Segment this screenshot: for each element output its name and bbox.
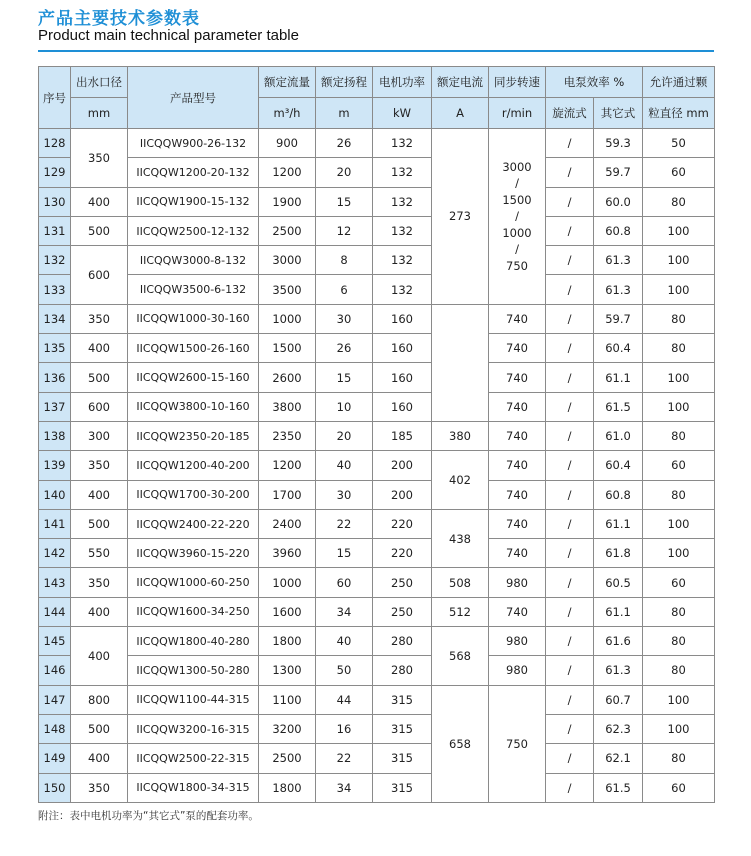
- seq-cell: 139: [39, 451, 71, 480]
- efficiency-swirl-cell: /: [546, 685, 594, 714]
- power-cell: 250: [373, 568, 432, 597]
- header-speed-unit: r/min: [489, 98, 546, 129]
- header-seq: 序号: [39, 67, 71, 129]
- table-row: [39, 568, 715, 597]
- efficiency-swirl-cell: /: [546, 568, 594, 597]
- grain-size-cell: 100: [643, 685, 715, 714]
- model-cell: IICQQW2600-15-160: [128, 363, 259, 392]
- flow-cell: 3200: [259, 714, 316, 743]
- table-row: [39, 363, 715, 392]
- flow-cell: 900: [259, 129, 316, 158]
- efficiency-other-cell: 59.7: [594, 304, 643, 333]
- head-cell: 60: [316, 568, 373, 597]
- power-cell: 200: [373, 451, 432, 480]
- efficiency-other-cell: 59.3: [594, 129, 643, 158]
- efficiency-swirl-cell: /: [546, 246, 594, 275]
- head-cell: 34: [316, 597, 373, 626]
- grain-size-cell: 100: [643, 246, 715, 275]
- outlet-cell: 350: [71, 568, 128, 597]
- flow-cell: 2400: [259, 509, 316, 538]
- grain-size-cell: 100: [643, 392, 715, 421]
- power-cell: 132: [373, 275, 432, 304]
- speed-cell: 740: [489, 509, 546, 538]
- outlet-cell: 800: [71, 685, 128, 714]
- efficiency-swirl-cell: /: [546, 158, 594, 187]
- speed-cell: 980: [489, 568, 546, 597]
- speed-cell: 750: [489, 685, 546, 802]
- power-cell: 185: [373, 421, 432, 450]
- header-outlet-unit: mm: [71, 98, 128, 129]
- efficiency-swirl-cell: /: [546, 275, 594, 304]
- head-cell: 22: [316, 744, 373, 773]
- efficiency-swirl-cell: /: [546, 539, 594, 568]
- flow-cell: 1200: [259, 158, 316, 187]
- parameter-table: [38, 66, 715, 803]
- efficiency-other-cell: 61.6: [594, 627, 643, 656]
- speed-cell: 740: [489, 304, 546, 333]
- flow-cell: 3500: [259, 275, 316, 304]
- model-cell: IICQQW1200-20-132: [128, 158, 259, 187]
- head-cell: 40: [316, 627, 373, 656]
- model-cell: IICQQW3200-16-315: [128, 714, 259, 743]
- head-cell: 44: [316, 685, 373, 714]
- head-cell: 8: [316, 246, 373, 275]
- flow-cell: 3800: [259, 392, 316, 421]
- model-cell: IICQQW1800-34-315: [128, 773, 259, 802]
- power-cell: 160: [373, 304, 432, 333]
- outlet-cell: 600: [71, 246, 128, 305]
- outlet-cell: 400: [71, 187, 128, 216]
- table-header: [39, 67, 715, 129]
- current-cell: [432, 304, 489, 421]
- speed-cell: 3000 / 1500 / 1000 / 750: [489, 129, 546, 305]
- outlet-cell: 400: [71, 480, 128, 509]
- table-row: [39, 744, 715, 773]
- seq-cell: 136: [39, 363, 71, 392]
- power-cell: 315: [373, 744, 432, 773]
- power-cell: 220: [373, 539, 432, 568]
- title-divider: [38, 50, 714, 52]
- seq-cell: 145: [39, 627, 71, 656]
- table-row: [39, 773, 715, 802]
- flow-cell: 2500: [259, 216, 316, 245]
- head-cell: 20: [316, 158, 373, 187]
- efficiency-swirl-cell: /: [546, 480, 594, 509]
- outlet-cell: 600: [71, 392, 128, 421]
- speed-cell: 740: [489, 421, 546, 450]
- model-cell: IICQQW1000-30-160: [128, 304, 259, 333]
- flow-cell: 1200: [259, 451, 316, 480]
- efficiency-swirl-cell: /: [546, 509, 594, 538]
- seq-cell: 132: [39, 246, 71, 275]
- efficiency-other-cell: 60.8: [594, 480, 643, 509]
- efficiency-swirl-cell: /: [546, 714, 594, 743]
- power-cell: 200: [373, 480, 432, 509]
- current-cell: 402: [432, 451, 489, 510]
- table-row: [39, 627, 715, 656]
- table-row: [39, 421, 715, 450]
- efficiency-swirl-cell: /: [546, 334, 594, 363]
- header-model: 产品型号: [128, 67, 259, 129]
- header-grain: 允许通过颗: [643, 67, 715, 98]
- model-cell: IICQQW3500-6-132: [128, 275, 259, 304]
- current-cell: 568: [432, 627, 489, 686]
- table-row: [39, 685, 715, 714]
- power-cell: 160: [373, 334, 432, 363]
- head-cell: 10: [316, 392, 373, 421]
- header-power: 电机功率: [373, 67, 432, 98]
- head-cell: 30: [316, 304, 373, 333]
- current-cell: 512: [432, 597, 489, 626]
- efficiency-other-cell: 61.3: [594, 246, 643, 275]
- outlet-cell: 550: [71, 539, 128, 568]
- power-cell: 280: [373, 627, 432, 656]
- table-row: [39, 451, 715, 480]
- head-cell: 15: [316, 539, 373, 568]
- flow-cell: 1000: [259, 304, 316, 333]
- header-current: 额定电流: [432, 67, 489, 98]
- efficiency-other-cell: 62.1: [594, 744, 643, 773]
- head-cell: 20: [316, 421, 373, 450]
- efficiency-other-cell: 61.5: [594, 773, 643, 802]
- speed-cell: 980: [489, 627, 546, 656]
- outlet-cell: 400: [71, 597, 128, 626]
- outlet-cell: 300: [71, 421, 128, 450]
- efficiency-other-cell: 60.5: [594, 568, 643, 597]
- efficiency-swirl-cell: /: [546, 744, 594, 773]
- grain-size-cell: 60: [643, 451, 715, 480]
- grain-size-cell: 100: [643, 509, 715, 538]
- efficiency-other-cell: 61.8: [594, 539, 643, 568]
- model-cell: IICQQW1300-50-280: [128, 656, 259, 685]
- table-row: [39, 656, 715, 685]
- head-cell: 30: [316, 480, 373, 509]
- efficiency-swirl-cell: /: [546, 421, 594, 450]
- table-row: [39, 714, 715, 743]
- flow-cell: 1300: [259, 656, 316, 685]
- outlet-cell: 350: [71, 451, 128, 480]
- outlet-cell: 350: [71, 773, 128, 802]
- flow-cell: 1700: [259, 480, 316, 509]
- head-cell: 15: [316, 363, 373, 392]
- outlet-cell: 400: [71, 334, 128, 363]
- seq-cell: 129: [39, 158, 71, 187]
- flow-cell: 1600: [259, 597, 316, 626]
- grain-size-cell: 80: [643, 480, 715, 509]
- seq-cell: 137: [39, 392, 71, 421]
- seq-cell: 149: [39, 744, 71, 773]
- grain-size-cell: 100: [643, 714, 715, 743]
- header-flow-unit: m³/h: [259, 98, 316, 129]
- speed-cell: 740: [489, 334, 546, 363]
- efficiency-other-cell: 60.8: [594, 216, 643, 245]
- power-cell: 250: [373, 597, 432, 626]
- table-row: [39, 275, 715, 304]
- flow-cell: 2350: [259, 421, 316, 450]
- efficiency-swirl-cell: /: [546, 451, 594, 480]
- power-cell: 132: [373, 187, 432, 216]
- flow-cell: 3960: [259, 539, 316, 568]
- flow-cell: 1800: [259, 773, 316, 802]
- power-cell: 315: [373, 773, 432, 802]
- seq-cell: 133: [39, 275, 71, 304]
- outlet-cell: 400: [71, 627, 128, 686]
- efficiency-other-cell: 61.0: [594, 421, 643, 450]
- current-cell: 508: [432, 568, 489, 597]
- efficiency-swirl-cell: /: [546, 597, 594, 626]
- model-cell: IICQQW3800-10-160: [128, 392, 259, 421]
- model-cell: IICQQW3960-15-220: [128, 539, 259, 568]
- outlet-cell: 350: [71, 129, 128, 188]
- head-cell: 12: [316, 216, 373, 245]
- current-cell: 380: [432, 421, 489, 450]
- grain-size-cell: 50: [643, 129, 715, 158]
- outlet-cell: 400: [71, 744, 128, 773]
- efficiency-other-cell: 61.5: [594, 392, 643, 421]
- seq-cell: 138: [39, 421, 71, 450]
- grain-size-cell: 80: [643, 334, 715, 363]
- grain-size-cell: 80: [643, 597, 715, 626]
- model-cell: IICQQW1900-15-132: [128, 187, 259, 216]
- power-cell: 160: [373, 363, 432, 392]
- head-cell: 40: [316, 451, 373, 480]
- current-cell: 273: [432, 129, 489, 305]
- speed-cell: 740: [489, 539, 546, 568]
- efficiency-other-cell: 62.3: [594, 714, 643, 743]
- table-row: [39, 304, 715, 333]
- head-cell: 26: [316, 334, 373, 363]
- table-row: [39, 158, 715, 187]
- head-cell: 15: [316, 187, 373, 216]
- header-grain-unit: 粒直径 mm: [643, 98, 715, 129]
- grain-size-cell: 80: [643, 627, 715, 656]
- head-cell: 26: [316, 129, 373, 158]
- efficiency-swirl-cell: /: [546, 129, 594, 158]
- outlet-cell: 500: [71, 363, 128, 392]
- grain-size-cell: 80: [643, 656, 715, 685]
- power-cell: 132: [373, 129, 432, 158]
- seq-cell: 144: [39, 597, 71, 626]
- header-eff-other: 其它式: [594, 98, 643, 129]
- grain-size-cell: 60: [643, 568, 715, 597]
- seq-cell: 134: [39, 304, 71, 333]
- flow-cell: 1500: [259, 334, 316, 363]
- grain-size-cell: 80: [643, 744, 715, 773]
- model-cell: IICQQW2500-12-132: [128, 216, 259, 245]
- power-cell: 315: [373, 714, 432, 743]
- outlet-cell: 500: [71, 509, 128, 538]
- model-cell: IICQQW1600-34-250: [128, 597, 259, 626]
- header-power-unit: kW: [373, 98, 432, 129]
- model-cell: IICQQW900-26-132: [128, 129, 259, 158]
- efficiency-other-cell: 60.4: [594, 451, 643, 480]
- power-cell: 132: [373, 216, 432, 245]
- table-row: [39, 187, 715, 216]
- table-row: [39, 509, 715, 538]
- footnote: 附注：表中电机功率为“其它式”泵的配套功率。: [38, 810, 259, 822]
- header-head-unit: m: [316, 98, 373, 129]
- seq-cell: 143: [39, 568, 71, 597]
- model-cell: IICQQW2350-20-185: [128, 421, 259, 450]
- power-cell: 220: [373, 509, 432, 538]
- speed-cell: 740: [489, 363, 546, 392]
- flow-cell: 2500: [259, 744, 316, 773]
- efficiency-swirl-cell: /: [546, 216, 594, 245]
- header-current-unit: A: [432, 98, 489, 129]
- power-cell: 315: [373, 685, 432, 714]
- head-cell: 34: [316, 773, 373, 802]
- outlet-cell: 500: [71, 216, 128, 245]
- efficiency-swirl-cell: /: [546, 627, 594, 656]
- efficiency-other-cell: 60.4: [594, 334, 643, 363]
- table-row: [39, 539, 715, 568]
- table-row: [39, 216, 715, 245]
- flow-cell: 2600: [259, 363, 316, 392]
- seq-cell: 150: [39, 773, 71, 802]
- seq-cell: 128: [39, 129, 71, 158]
- model-cell: IICQQW1700-30-200: [128, 480, 259, 509]
- outlet-cell: 350: [71, 304, 128, 333]
- efficiency-swirl-cell: /: [546, 773, 594, 802]
- table-row: [39, 392, 715, 421]
- efficiency-other-cell: 60.7: [594, 685, 643, 714]
- model-cell: IICQQW1800-40-280: [128, 627, 259, 656]
- efficiency-swirl-cell: /: [546, 656, 594, 685]
- table-row: [39, 334, 715, 363]
- outlet-cell: 500: [71, 714, 128, 743]
- speed-cell: 740: [489, 597, 546, 626]
- header-eff-swirl: 旋流式: [546, 98, 594, 129]
- speed-cell: 980: [489, 656, 546, 685]
- grain-size-cell: 100: [643, 275, 715, 304]
- seq-cell: 146: [39, 656, 71, 685]
- model-cell: IICQQW1200-40-200: [128, 451, 259, 480]
- table-row: [39, 129, 715, 158]
- seq-cell: 131: [39, 216, 71, 245]
- flow-cell: 1800: [259, 627, 316, 656]
- flow-cell: 1900: [259, 187, 316, 216]
- efficiency-swirl-cell: /: [546, 363, 594, 392]
- header-head: 额定扬程: [316, 67, 373, 98]
- efficiency-other-cell: 60.0: [594, 187, 643, 216]
- grain-size-cell: 100: [643, 216, 715, 245]
- model-cell: IICQQW1100-44-315: [128, 685, 259, 714]
- seq-cell: 140: [39, 480, 71, 509]
- grain-size-cell: 100: [643, 539, 715, 568]
- efficiency-other-cell: 61.3: [594, 275, 643, 304]
- model-cell: IICQQW1500-26-160: [128, 334, 259, 363]
- flow-cell: 1100: [259, 685, 316, 714]
- grain-size-cell: 80: [643, 421, 715, 450]
- grain-size-cell: 60: [643, 773, 715, 802]
- efficiency-swirl-cell: /: [546, 187, 594, 216]
- current-cell: 438: [432, 509, 489, 568]
- power-cell: 132: [373, 158, 432, 187]
- head-cell: 22: [316, 509, 373, 538]
- table-row: [39, 246, 715, 275]
- page-title-en: Product main technical parameter table: [38, 27, 299, 44]
- header-flow: 额定流量: [259, 67, 316, 98]
- flow-cell: 1000: [259, 568, 316, 597]
- model-cell: IICQQW2500-22-315: [128, 744, 259, 773]
- table-row: [39, 480, 715, 509]
- efficiency-other-cell: 61.1: [594, 363, 643, 392]
- grain-size-cell: 80: [643, 187, 715, 216]
- power-cell: 132: [373, 246, 432, 275]
- header-efficiency: 电泵效率 %: [546, 67, 643, 98]
- efficiency-other-cell: 61.1: [594, 509, 643, 538]
- current-cell: 658: [432, 685, 489, 802]
- model-cell: IICQQW3000-8-132: [128, 246, 259, 275]
- seq-cell: 148: [39, 714, 71, 743]
- header-speed: 同步转速: [489, 67, 546, 98]
- efficiency-other-cell: 59.7: [594, 158, 643, 187]
- seq-cell: 142: [39, 539, 71, 568]
- page-title-cn: 产品主要技术参数表: [38, 9, 200, 29]
- speed-cell: 740: [489, 451, 546, 480]
- seq-cell: 135: [39, 334, 71, 363]
- head-cell: 50: [316, 656, 373, 685]
- header-outlet: 出水口径: [71, 67, 128, 98]
- grain-size-cell: 60: [643, 158, 715, 187]
- seq-cell: 141: [39, 509, 71, 538]
- grain-size-cell: 100: [643, 363, 715, 392]
- efficiency-other-cell: 61.1: [594, 597, 643, 626]
- grain-size-cell: 80: [643, 304, 715, 333]
- efficiency-other-cell: 61.3: [594, 656, 643, 685]
- power-cell: 280: [373, 656, 432, 685]
- head-cell: 16: [316, 714, 373, 743]
- table-row: [39, 597, 715, 626]
- seq-cell: 147: [39, 685, 71, 714]
- speed-cell: 740: [489, 480, 546, 509]
- table-body: [39, 129, 715, 803]
- efficiency-swirl-cell: /: [546, 392, 594, 421]
- efficiency-swirl-cell: /: [546, 304, 594, 333]
- flow-cell: 3000: [259, 246, 316, 275]
- power-cell: 160: [373, 392, 432, 421]
- model-cell: IICQQW2400-22-220: [128, 509, 259, 538]
- head-cell: 6: [316, 275, 373, 304]
- seq-cell: 130: [39, 187, 71, 216]
- speed-cell: 740: [489, 392, 546, 421]
- model-cell: IICQQW1000-60-250: [128, 568, 259, 597]
